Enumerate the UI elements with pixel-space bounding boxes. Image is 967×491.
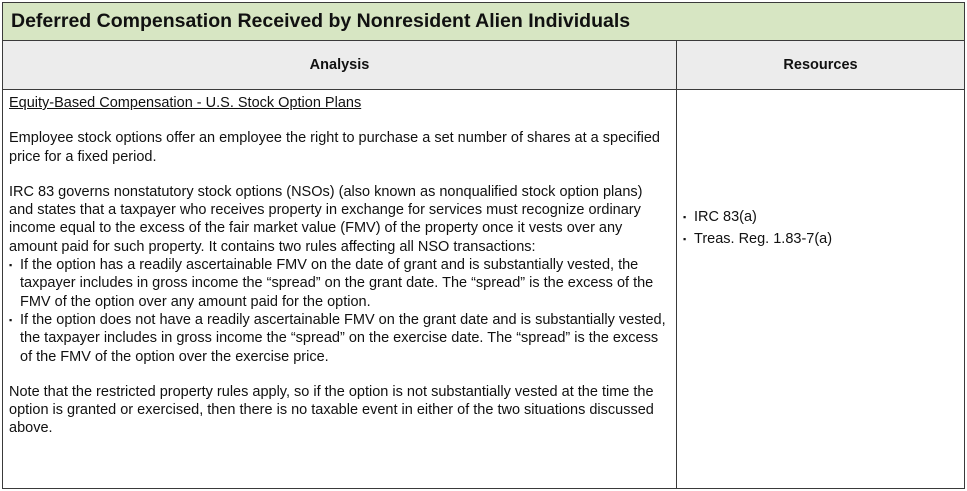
resource-item (683, 228, 964, 250)
resource-label: Treas. Reg. 1.83-7(a) (694, 231, 833, 247)
page-title: Deferred Compensation Received by Nonresident Alien Individuals (3, 3, 964, 41)
bullet-text: If the option does not have a readily ascertainable FMV on the grant date and is substantially vested, the taxpayer includes in gross income the “spread” on the exercise date. The “spread” is the excess of the FMV of the option over the exercise price. (20, 311, 666, 365)
resource-item (683, 206, 964, 228)
analysis-cell (3, 90, 677, 488)
table-header-row (3, 41, 964, 90)
section-heading: Equity-Based Compensation - U.S. Stock Option Plans (9, 95, 362, 111)
square-bullet-icon: ▪ (683, 234, 687, 244)
table-body-row (3, 90, 964, 488)
bullet-text: If the option has a readily ascertainable FMV on the date of grant and is substantially vested, the taxpayer includes in gross income the “spread” on the grant date. The “spread” is the excess of the FMV of the option over any amount paid for the option. (20, 257, 654, 310)
resource-label: IRC 83(a) (694, 209, 757, 225)
resources-cell (677, 90, 964, 488)
square-bullet-icon: ▪ (9, 260, 13, 271)
list-item (9, 311, 670, 366)
square-bullet-icon: ▪ (9, 314, 13, 325)
document-table (2, 2, 965, 489)
list-item (9, 256, 670, 311)
resources-column-header: Resources (783, 57, 858, 73)
paragraph-stock-options: Employee stock options offer an employee the right to purchase a set number of shares at a specified price for a fixed period. (9, 130, 660, 165)
paragraph-irc-83: IRC 83 governs nonstatutory stock options (NSOs) (also known as nonqualified stock option plans) and states that a taxpayer who receives property in exchange for services must recognize ordinary income equal to the excess of the fair market value (FMV) of the property once it vests over any amount paid for such property. It contains two rules affecting all NSO transactions: (9, 183, 643, 255)
paragraph-restricted-property: Note that the restricted property rules apply, so if the option is not substantially vested at the time the option is granted or exercised, then there is no taxable event in either of the two situations discussed above. (9, 383, 654, 437)
square-bullet-icon: ▪ (683, 212, 687, 222)
analysis-column-header: Analysis (3, 41, 677, 89)
